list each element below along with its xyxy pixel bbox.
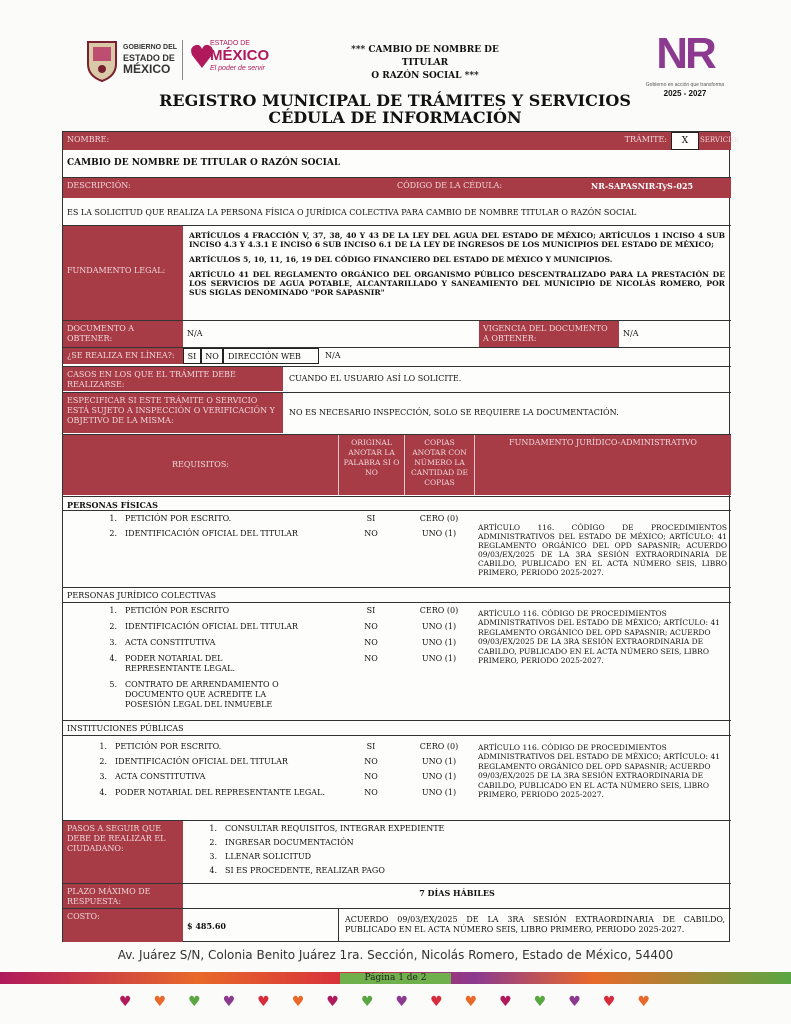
plazo-label: PLAZO MÁXIMO DE RESPUESTA:: [63, 884, 183, 908]
web-label: DIRECCIÓN WEB: [223, 348, 319, 364]
list-item: 2. IDENTIFICACIÓN OFICIAL DEL TITULAR: [99, 757, 288, 766]
fundamento-p2: ARTÍCULOS 5, 10, 11, 16, 19 DEL CÓDIGO FINANCIERO DEL ESTADO DE MÉXICO Y MUNICIPIOS.: [189, 255, 613, 264]
list-item: 1. CONSULTAR REQUISITOS, INTEGRAR EXPEDIENTE: [209, 824, 445, 833]
list-item: 3. LLENAR SOLICITUD: [209, 852, 312, 861]
edomex-logo: [190, 38, 280, 82]
nr-logo-mark: NR: [656, 29, 714, 78]
plazo-value: 7 DÍAS HÁBILES: [419, 888, 495, 898]
en-linea-si[interactable]: SI: [183, 348, 201, 364]
descripcion-label: DESCRIPCIÓN:: [63, 178, 393, 198]
list-item-copias: UNO (1): [421, 772, 457, 781]
list-item-orig: SI: [366, 606, 376, 615]
nombre-value: CAMBIO DE NOMBRE DE TITULAR O RAZÓN SOCIAL: [63, 152, 731, 178]
documento-label: DOCUMENTO A OBTENER:: [63, 321, 183, 347]
edomex-small: ESTADO DE: [210, 40, 250, 47]
list-item: 2. INGRESAR DOCUMENTACIÓN: [209, 838, 354, 847]
gob-line3: MÉXICO: [123, 62, 171, 76]
list-item-copias: CERO (0): [419, 742, 459, 751]
publicas-fundamento: ARTÍCULO 116. CÓDIGO DE PROCEDIMIENTOS ADMINISTRATIVOS DEL ESTADO DE MÉXICO; ARTÍCULO: 41 REGLAMENTO ORGÁNICO DEL OPD SAPASNIR; ACUERDO 09/03/EX/2025 DE LA 3RA SESIÓN EXTRAORDINARIA DE CABILDO, PUBLICADO EN EL ACTA NÚMERO SEIS, LIBRO PRIMERO, PERIODO 2025-2027.: [478, 743, 720, 800]
gob-line2: ESTADO DE: [123, 53, 175, 63]
list-item-copias: UNO (1): [421, 529, 457, 538]
list-item: 4. SI ES PROCEDENTE, REALIZAR PAGO: [209, 866, 385, 875]
web-value: N/A: [325, 351, 341, 360]
list-item: 1. PETICIÓN POR ESCRITO.: [99, 742, 222, 751]
servicio-label: SERVICIO:: [699, 132, 731, 150]
list-item-copias: UNO (1): [421, 638, 457, 647]
notice-line2: O RAZÓN SOCIAL ***: [371, 71, 479, 81]
heart-icon: ♥: [395, 994, 431, 1010]
pasos-list: [203, 824, 723, 876]
footer-address: Av. Juárez S/N, Colonia Benito Juárez 1ra. Sección, Nicolás Romero, Estado de México, 54400: [117, 948, 674, 962]
heart-icon: ♥: [568, 994, 603, 1010]
list-item-orig: NO: [364, 638, 378, 647]
list-item-copias: UNO (1): [421, 622, 457, 631]
colectivas-title: PERSONAS JURÍDICO COLECTIVAS: [63, 588, 731, 603]
vigencia-label: VIGENCIA DEL DOCUMENTO A OBTENER:: [479, 321, 619, 347]
inspeccion-value: NO ES NECESARIO INSPECCIÓN, SOLO SE REQUIERE LA DOCUMENTACIÓN.: [289, 408, 619, 417]
heart-icon: ♥: [464, 994, 500, 1010]
heart-icon: ♥: [119, 994, 154, 1010]
costo-label: COSTO:: [63, 909, 183, 942]
title-line2: CÉDULA DE INFORMACIÓN: [268, 108, 522, 127]
heart-icon: ♥: [326, 994, 361, 1010]
list-item: 3. ACTA CONSTITUTIVA: [99, 772, 206, 781]
heart-icon: ♥: [533, 994, 569, 1010]
heart-icon: ♥: [430, 994, 465, 1010]
fisicas-title: PERSONAS FÍSICAS: [63, 496, 731, 511]
list-item-orig: SI: [366, 742, 376, 751]
list-item-copias: UNO (1): [421, 757, 457, 766]
casos-label: CASOS EN LOS QUE EL TRÁMITE DEBE REALIZARSE:: [63, 367, 283, 391]
heart-icon: ♥: [222, 994, 258, 1010]
inspeccion-label: ESPECIFICAR SI ESTE TRÁMITE O SERVICIO ESTÁ SUJETO A INSPECCIÓN O VERIFICACIÓN Y OBJETIVO DE LA MISMA:: [63, 393, 283, 433]
list-item-orig: NO: [364, 622, 378, 631]
casos-value: CUANDO EL USUARIO ASÍ LO SOLICITE.: [289, 374, 462, 383]
heart-icon: ♥: [499, 994, 534, 1010]
tramite-checkbox[interactable]: X: [671, 132, 699, 150]
fundamento-p3: ARTÍCULO 41 DEL REGLAMENTO ORGÁNICO DEL ORGANISMO PÚBLICO DESCENTRALIZADO PARA LA PRESTACIÓN DE LOS SERVICIOS DE AGUA POTABLE, ALCANTARILLADO Y SANEAMIENTO DEL MUNICIPIO DE NICOLÁS ROMERO, POR SUS SIGLAS DENOMINADO "POR SAPASNIR": [189, 270, 725, 297]
costo-fundamento: ACUERDO 09/03/EX/2025 DE LA 3RA SESIÓN EXTRAORDINARIA DE CABILDO, PUBLICADO EN EL ACTA NÚMERO SEIS, LIBRO PRIMERO, PERIODO 2025-2027.: [345, 915, 725, 934]
heart-icon: ♥: [637, 994, 672, 1010]
codigo-label: CÓDIGO DE LA CÉDULA:: [393, 178, 553, 198]
state-shield-icon: [85, 38, 119, 82]
list-item: 2. IDENTIFICACIÓN OFICIAL DEL TITULAR: [109, 529, 298, 538]
title-line1: REGISTRO MUNICIPAL DE TRÁMITES Y SERVICIOS: [159, 91, 631, 110]
descripcion-value: ES LA SOLICITUD QUE REALIZA LA PERSONA FÍSICA O JURÍDICA COLECTIVA PARA CAMBIO DE NOMBRE TITULAR O RAZÓN SOCIAL: [63, 198, 731, 226]
notice-heading: [330, 44, 520, 83]
en-linea-no[interactable]: NO: [201, 348, 223, 364]
nr-caption: Gobierno en acción que transforma: [645, 82, 725, 88]
requisitos-header: REQUISITOS:: [63, 435, 338, 495]
vigencia-value: N/A: [623, 329, 639, 338]
tramite-label: TRÁMITE:: [603, 132, 671, 150]
fundamento-juridico-header: FUNDAMENTO JURÍDICO-ADMINISTRATIVO: [474, 435, 731, 495]
list-item-orig: NO: [364, 788, 378, 797]
list-item-orig: NO: [364, 654, 378, 663]
list-item-copias: CERO (0): [419, 514, 459, 523]
pasos-label: PASOS A SEGUIR QUE DEBE DE REALIZAR EL CIUDADANO:: [63, 821, 183, 883]
list-item: 3. ACTA CONSTITUTIVA: [109, 638, 216, 647]
page-number: Página 1 de 2: [340, 973, 451, 984]
list-item: 1. PETICIÓN POR ESCRITO: [109, 606, 230, 615]
publicas-title: INSTITUCIONES PÚBLICAS: [63, 721, 731, 736]
gob-line1: GOBIERNO DEL: [123, 44, 178, 51]
list-item: 5. CONTRATO DE ARRENDAMIENTO O DOCUMENTO QUE ACREDITE LA POSESIÓN LEGAL DEL INMUEBLE: [109, 680, 279, 709]
page-title: [150, 92, 640, 126]
decorative-hearts: [0, 992, 791, 1012]
list-item-orig: SI: [366, 514, 376, 523]
fundamento-label: FUNDAMENTO LEGAL:: [63, 226, 183, 320]
costo-value: $ 485.60: [183, 909, 339, 942]
list-item-orig: NO: [364, 529, 378, 538]
heart-icon: ♥: [602, 994, 638, 1010]
notice-line1: *** CAMBIO DE NOMBRE DE TITULAR: [351, 45, 499, 68]
copias-header: COPIAS ANOTAR CON NÚMERO LA CANTIDAD DE COPIAS: [404, 435, 474, 495]
list-item-copias: UNO (1): [421, 788, 457, 797]
colectivas-fundamento: ARTÍCULO 116. CÓDIGO DE PROCEDIMIENTOS ADMINISTRATIVOS DEL ESTADO DE MÉXICO; ARTÍCULO: 41 REGLAMENTO ORGÁNICO DEL OPD SAPASNIR; ACUERDO 09/03/EX/2025 DE LA 3RA SESIÓN EXTRAORDINARIA DE CABILDO, PUBLICADO EN EL ACTA NÚMERO SEIS, LIBRO PRIMERO, PERIODO 2025-2027.: [478, 609, 720, 666]
nr-years: 2025 - 2027: [663, 89, 707, 98]
list-item: 1. PETICIÓN POR ESCRITO.: [109, 514, 232, 523]
nombre-label: NOMBRE:: [63, 132, 603, 150]
heart-icon: ♥: [153, 994, 189, 1010]
list-item: 4. PODER NOTARIAL DEL REPRESENTANTE LEGAL.: [109, 654, 235, 673]
list-item-copias: CERO (0): [419, 606, 459, 615]
nicolas-romero-logo: [630, 29, 740, 112]
codigo-value: NR-SAPASNIR-TyS-025: [553, 178, 731, 198]
list-item: 4. PODER NOTARIAL DEL REPRESENTANTE LEGAL.: [99, 788, 325, 797]
gobierno-estado-mexico-logo: [85, 38, 180, 84]
fundamento-text: [185, 228, 729, 318]
edomex-tagline: El poder de servir: [210, 65, 265, 72]
original-header: ORIGINAL ANOTAR LA PALABRA SI O NO: [338, 435, 404, 495]
heart-icon: ♥: [360, 994, 396, 1010]
list-item-orig: NO: [364, 757, 378, 766]
fisicas-fundamento: ARTÍCULO 116. CÓDIGO DE PROCEDIMIENTOS ADMINISTRATIVOS DEL ESTADO DE MÉXICO; ARTÍCULO: 41 REGLAMENTO ORGÁNICO DEL OPD SAPASNIR; ACUERDO 09/03/EX/2025 DE LA 3RA SESIÓN EXTRAORDINARIA DE CABILDO, PUBLICADO EN EL ACTA NÚMERO SEIS, LIBRO PRIMERO, PERIODO 2025-2027.: [478, 523, 727, 577]
en-linea-label: ¿SE REALIZA EN LÍNEA?:: [63, 348, 183, 364]
list-item-copias: UNO (1): [421, 654, 457, 663]
heart-icon: ♥: [291, 994, 327, 1010]
fundamento-p1: ARTÍCULOS 4 FRACCIÓN V, 37, 38, 40 Y 43 DE LA LEY DEL AGUA DEL ESTADO DE MÉXICO; ARTÍCULOS 1 INCISO 4 SUB INCISO 4.3 Y 4.3.1 E INCISO 6 SUB INCISO 6.1 DE LA LEY DE INGRESOS DE LOS MUNICIPIOS DEL ESTADO DE MÉXICO;: [189, 231, 725, 249]
documento-value: N/A: [187, 329, 203, 338]
heart-icon: ♥: [257, 994, 292, 1010]
list-item-orig: NO: [364, 772, 378, 781]
list-item: 2. IDENTIFICACIÓN OFICIAL DEL TITULAR: [109, 622, 298, 631]
heart-icon: ♥: [188, 994, 223, 1010]
form-container: [62, 131, 739, 942]
edomex-big: MÉXICO: [210, 47, 270, 64]
